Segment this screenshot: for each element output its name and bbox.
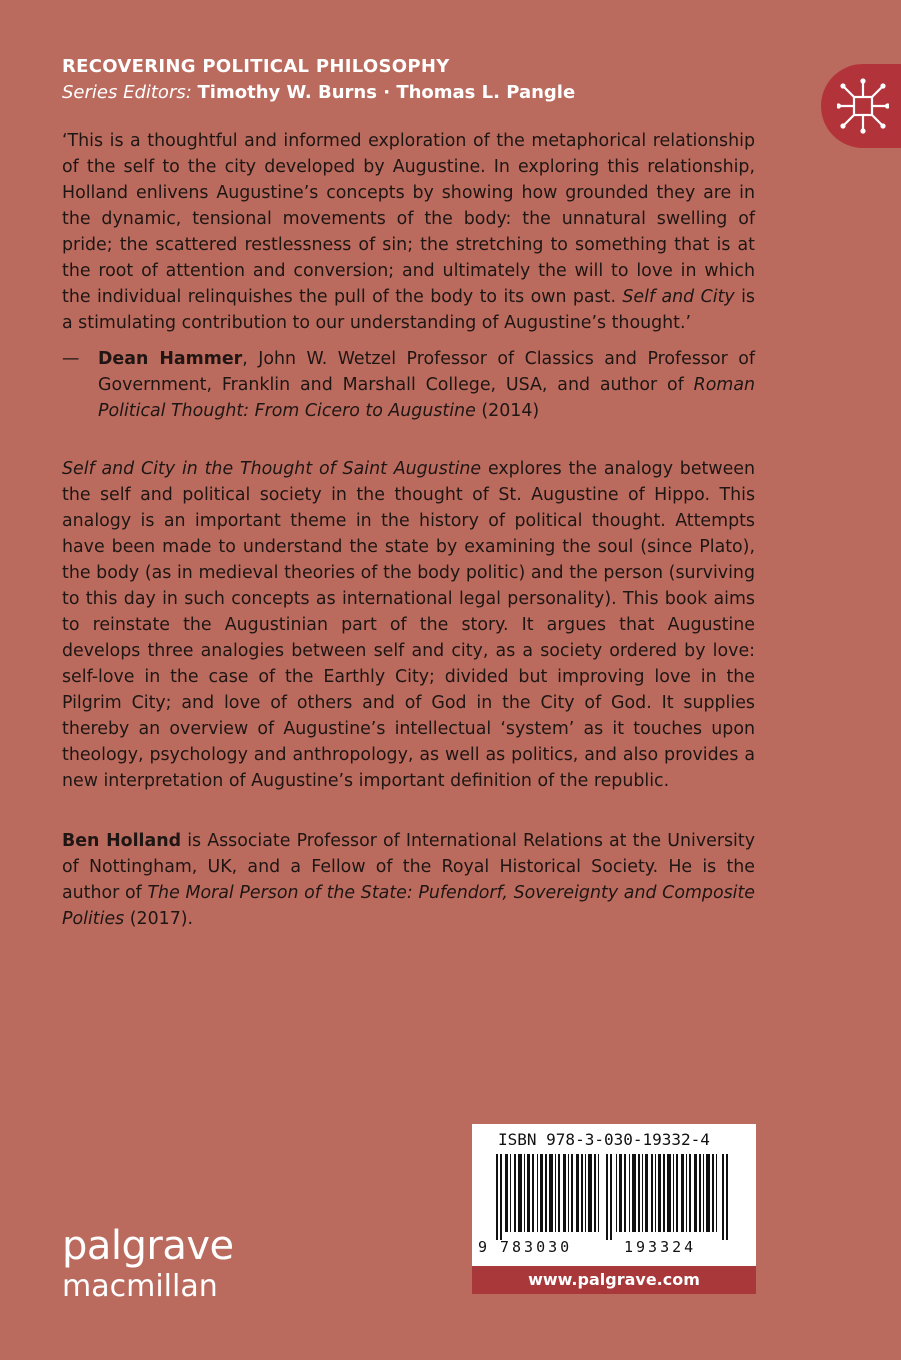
description-text: explores the analogy between the self and political society in the thought of St. Augustine of Hippo. This analogy is an important theme in the history of political thought. Attempts have been made to understand the state by examining the soul (since Plato), the body (as in medieval theories of the body politic) and the person (surviving to this day in such concepts as international legal personality). This book aims to reinstate the Augustinian part of the story. It argues that Augustine develops three analogies between self and city, as a society ordered by love: self-love in the case of the Earthly City; divided but improving love in the Pilgrim City; and love of others and of God in the City of God. It supplies thereby an overview of Augustine’s intellectual ‘system’ as it touches upon theology, psychology and anthropology, as well as politics, and also provides a new interpretation of Augustine’s important definition of the republic.: [62, 459, 756, 791]
bio-year: (2017).: [124, 909, 194, 929]
barcode-digit-first: 9: [478, 1238, 488, 1256]
description-book-title: Self and City in the Thought of Saint Augustine: [62, 459, 482, 479]
publisher-logo-macmillan: macmillan: [62, 1269, 218, 1304]
attribution-year: (2014): [475, 401, 540, 421]
series-editors-label: Series Editors:: [62, 82, 192, 103]
quote-book-title: Self and City: [622, 287, 735, 307]
attribution-affiliation: , John W. Wetzel Professor of Classics and Professor of Government, Franklin and Marshall College, USA, and author of: [98, 349, 755, 395]
palgrave-snowflake-icon: [837, 78, 889, 134]
publisher-logo-palgrave: palgrave: [62, 1223, 234, 1269]
barcode-digits-left: 783030: [500, 1238, 573, 1256]
isbn-label: ISBN 978-3-030-19332-4: [498, 1130, 710, 1149]
endorsement-quote: [62, 128, 755, 336]
attribution-dash: —: [62, 349, 80, 369]
attribution-author: Dean Hammer: [98, 349, 243, 369]
series-title: RECOVERING POLITICAL PHILOSOPHY: [62, 56, 450, 77]
barcode-digits-right: 193324: [624, 1238, 697, 1256]
series-editors-names: Timothy W. Burns · Thomas L. Pangle: [197, 82, 576, 103]
author-bio: [62, 828, 755, 932]
quote-attribution: [62, 346, 755, 424]
quote-text-b: is a stimulating contribution to our understanding of Augustine’s thought.’: [62, 287, 755, 333]
attribution-work: Roman Political Thought: From Cicero to Augustine: [98, 375, 755, 421]
bio-author-name: Ben Holland: [62, 831, 182, 851]
bio-work: The Moral Person of the State: Pufendorf, Sovereignty and Composite Polities: [62, 883, 755, 929]
bio-text: is Associate Professor of International Relations at the University of Nottingham, UK, and a Fellow of the Royal Historical Society. He is the author of: [62, 831, 755, 903]
book-description: [62, 456, 755, 794]
quote-text-a: ‘This is a thoughtful and informed exploration of the metaphorical relationship of the self to the city developed by Augustine. In exploring this relationship, Holland enlivens Augustine’s concepts by showing how grounded they are in the dynamic, tensional movements of the body: the unnatural swelling of pride; the scattered restlessness of sin; the stretching to something that is at the root of attention and conversion; and ultimately the will to love in which the individual relinquishes the pull of the body to its own past.: [62, 131, 755, 307]
series-editors: [62, 82, 575, 103]
palgrave-logo-tab: [821, 64, 901, 148]
isbn-barcode-box: [472, 1124, 756, 1266]
website-link[interactable]: www.palgrave.com: [472, 1266, 756, 1294]
barcode-icon: [496, 1154, 732, 1240]
